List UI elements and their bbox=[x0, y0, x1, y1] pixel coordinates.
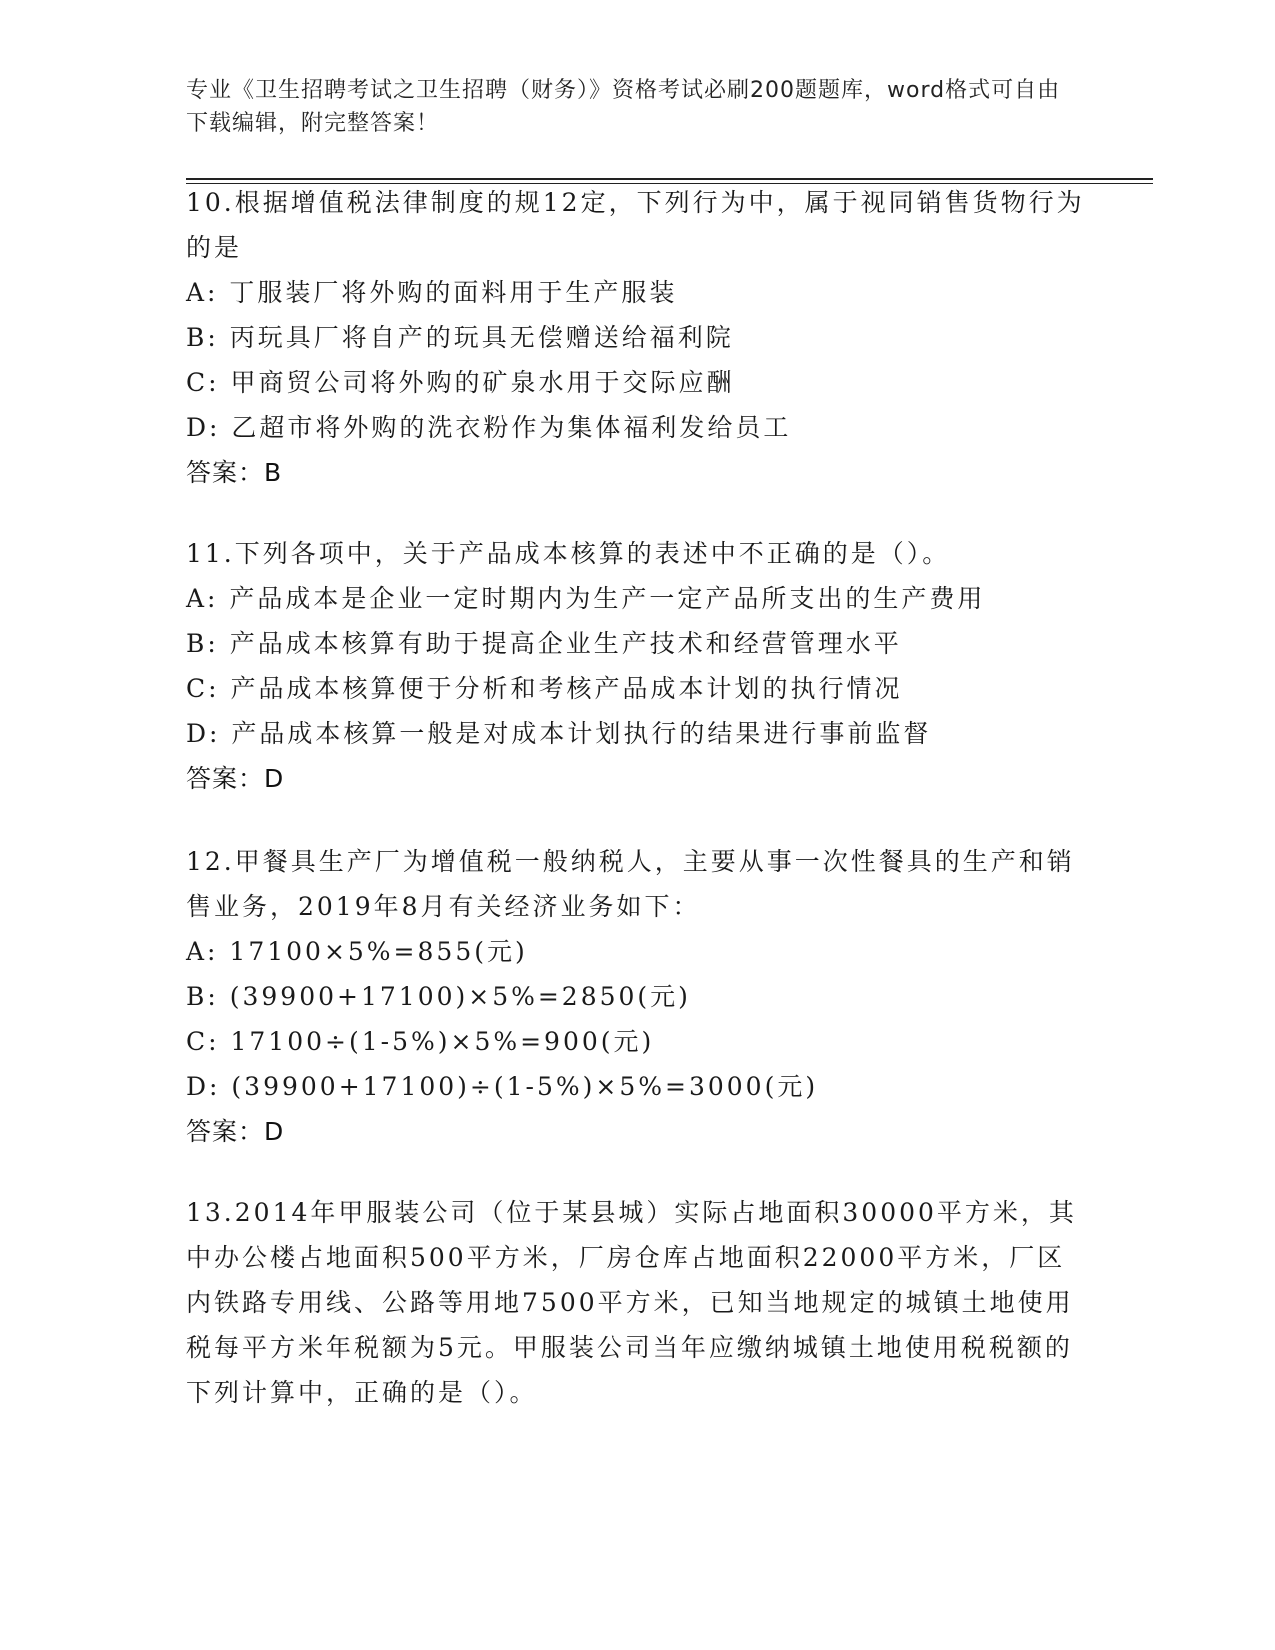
question-stem: 12.甲餐具生产厂为增值税一般纳税人，主要从事一次性餐具的生产和销售业务，2019年8月有关经济业务如下： bbox=[186, 847, 1075, 921]
option-a: A: 17100×5%=855(元) bbox=[186, 937, 528, 966]
answer-label: 答案：D bbox=[186, 764, 285, 793]
option-b: B: 丙玩具厂将自产的玩具无偿赠送给福利院 bbox=[186, 323, 734, 352]
option-a: A: 产品成本是企业一定时期内为生产一定产品所支出的生产费用 bbox=[186, 584, 986, 613]
option-b: B: (39900+17100)×5%=2850(元) bbox=[186, 982, 691, 1011]
question-12 bbox=[186, 839, 1086, 1154]
option-d: D: 乙超市将外购的洗衣粉作为集体福利发给员工 bbox=[186, 413, 792, 442]
option-d: D: (39900+17100)÷(1-5%)×5%=3000(元) bbox=[186, 1072, 819, 1101]
question-stem: 13.2014年甲服装公司（位于某县城）实际占地面积30000平方米，其中办公楼占地面积500平方米，厂房仓库占地面积22000平方米，厂区内铁路专用线、公路等用地7500平方米，已知当地规定的城镇土地使用税每平方米年税额为5元。甲服装公司当年应缴纳城镇土地使用税税额的下列计算中，正确的是（）。 bbox=[186, 1198, 1077, 1407]
answer-label: 答案：D bbox=[186, 1117, 285, 1146]
option-b: B: 产品成本核算有助于提高企业生产技术和经营管理水平 bbox=[186, 629, 902, 658]
document-header: 专业《卫生招聘考试之卫生招聘（财务）》资格考试必刷200题题库，word格式可自由下载编辑，附完整答案！ bbox=[186, 78, 1061, 136]
option-a: A: 丁服装厂将外购的面料用于生产服装 bbox=[186, 278, 678, 307]
question-stem: 10.根据增值税法律制度的规12定，下列行为中，属于视同销售货物行为的是 bbox=[186, 188, 1085, 262]
question-stem: 11.下列各项中，关于产品成本核算的表述中不正确的是（）。 bbox=[186, 539, 951, 568]
question-13 bbox=[186, 1190, 1086, 1415]
option-c: C: 甲商贸公司将外购的矿泉水用于交际应酬 bbox=[186, 368, 735, 397]
question-11 bbox=[186, 531, 1086, 801]
answer-label: 答案：B bbox=[186, 458, 283, 487]
option-d: D: 产品成本核算一般是对成本计划执行的结果进行事前监督 bbox=[186, 719, 932, 748]
option-c: C: 产品成本核算便于分析和考核产品成本计划的执行情况 bbox=[186, 674, 903, 703]
question-10 bbox=[186, 180, 1086, 495]
option-c: C: 17100÷(1-5%)×5%=900(元) bbox=[186, 1027, 655, 1056]
